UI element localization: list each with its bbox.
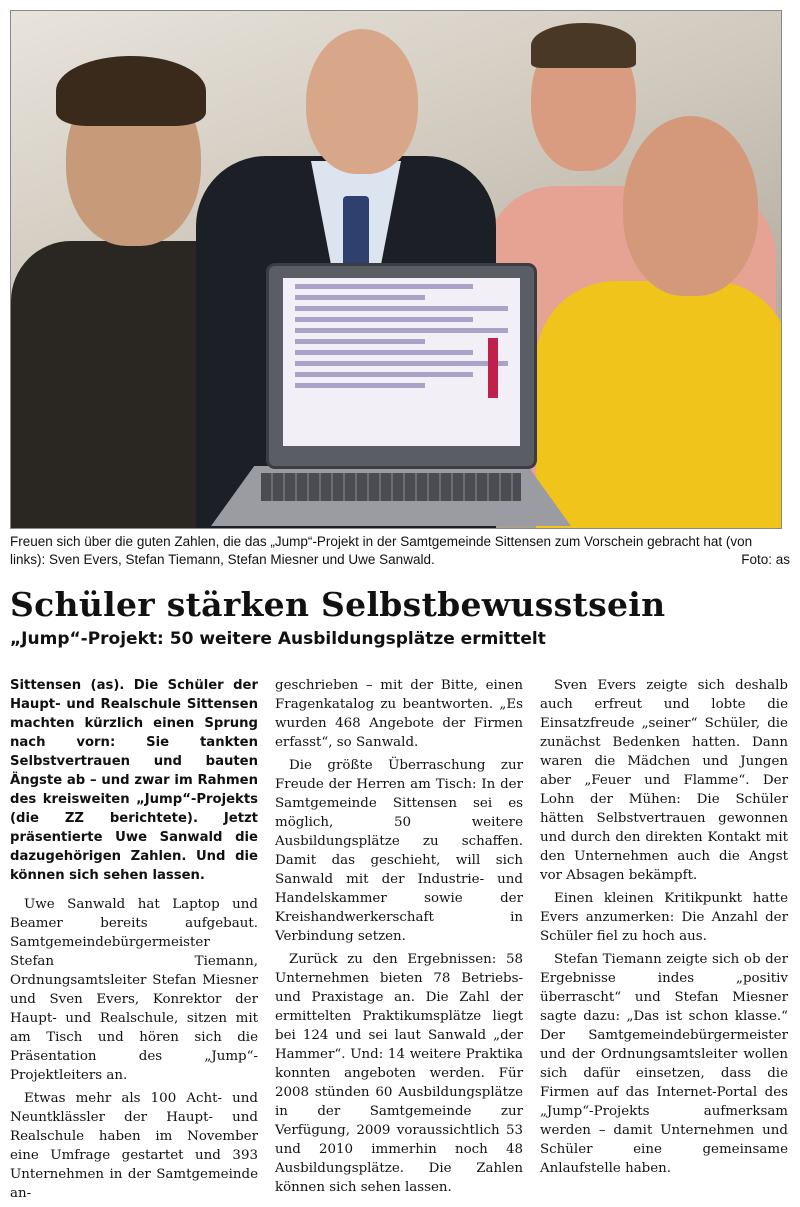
- article-paragraph: Sven Evers zeigte sich deshalb auch erfreut und lobte die Einsatzfreude „seiner“ Schüler, die zunächst Bedenken hatten. Dann waren die Mädchen und Jungen aber „Feuer und Flamme“. Der Lohn der Mühen: Die Schüler hätten Selbstvertrauen gewonnen und durch den direkten Kontakt mit den Unternehmen auch die Angst vor Absagen bekämpft.: [540, 678, 788, 883]
- article-paragraph: Die größte Überraschung zur Freude der Herren am Tisch: In der Samtgemeinde Sittensen sei es möglich, 50 weitere Ausbildungsplätze zu schaffen. Damit das geschieht, will sich Sanwald mit der Industrie- und Handelskammer sowie der Kreishandwerkerschaft in Verbindung setzen.: [275, 758, 523, 944]
- article-lead: Sittensen (as). Die Schüler der Haupt- und Realschule Sittensen machten kürzlich einen Sprung nach vorn: Sie tankten Selbstvertrauen und bauten Ängste ab – und zwar im Rahmen des kreisweiten „Jump“-Projekts (die ZZ berichtete). Jetzt präsentierte Uwe Sanwald die dazugehörigen Zahlen. Und die können sich sehen lassen.: [10, 678, 258, 883]
- person-uwe-sanwald-body: [536, 281, 782, 529]
- presentation-slide: [283, 278, 520, 446]
- news-photo: [10, 10, 782, 529]
- article-paragraph: Uwe Sanwald hat Laptop und Beamer bereits aufgebaut. Samtgemeindebürgermeister Stefan Tiemann, Ordnungsamtsleiter Stefan Miesner und Sven Evers, Konrektor der Haupt- und Realschule, sitzen mit am Tisch und hören sich die Präsentation des „Jump“-Projektleiters an.: [10, 897, 258, 1083]
- article-headline: Schüler stärken Selbstbewusstsein: [10, 585, 666, 624]
- article-column-2: [275, 676, 523, 1201]
- photo-caption: [10, 533, 790, 569]
- laptop-screen: [269, 266, 534, 466]
- person-sven-evers-hair: [56, 56, 206, 126]
- article-paragraph: geschrieben – mit der Bitte, einen Fragenkatalog zu beantworten. „Es wurden 468 Angebote der Firmen erfasst“, so Sanwald.: [275, 678, 523, 750]
- laptop-keyboard: [261, 473, 521, 501]
- article-paragraph: Zurück zu den Ergebnissen: 58 Unternehmen bieten 78 Betriebs- und Praxistage an. Die Zahl der ermittelten Praktikumsplätze liegt bei 124 und sei laut Sanwald „der Hammer“. Und: 14 weitere Praktika konnten angeboten werden. Für 2008 stünden 60 Ausbildungsplätze in der Samtgemeinde zur Verfügung, 2009 voraussichtlich 53 und 2010 immerhin noch 48 Ausbildungsplätze. Die Zahlen können sich sehen lassen.: [275, 952, 523, 1195]
- article-paragraph: Stefan Tiemann zeigte sich ob der Ergebnisse indes „positiv überrascht“ und Stefan Miesner sagte dazu: „Das ist schon klasse.“ Der Samtgemeindebürgermeister und der Ordnungsamtsleiter wollen sich dafür einsetzen, dass die Firmen auf das Internet-Portal des „Jump“-Projekts aufmerksam werden – damit Unternehmen und Schüler eine gemeinsame Anlaufstelle haben.: [540, 952, 788, 1176]
- photo-caption-text: Freuen sich über die guten Zahlen, die das „Jump“-Projekt in der Samtgemeinde Sittensen zum Vorschein gebracht hat (von links): Sven Evers, Stefan Tiemann, Stefan Miesner und Uwe Sanwald.: [10, 534, 753, 567]
- photo-credit: Foto: as: [741, 552, 790, 567]
- article-paragraph: Einen kleinen Kritikpunkt hatte Evers anzumerken: Die Anzahl der Schüler fiel zu hoch aus.: [540, 891, 788, 944]
- person-stefan-tiemann-head: [306, 29, 418, 174]
- article-column-1: [10, 676, 258, 1207]
- person-stefan-miesner-hair: [531, 23, 636, 68]
- article-subheadline: „Jump“-Projekt: 50 weitere Ausbildungsplätze ermittelt: [10, 629, 546, 649]
- article-paragraph: Etwas mehr als 100 Acht- und Neuntklässler der Haupt- und Realschule haben im November eine Umfrage gestartet und 393 Unternehmen in der Samtgemeinde an-: [10, 1091, 258, 1201]
- person-uwe-sanwald-head: [623, 116, 758, 296]
- article-column-3: [540, 676, 788, 1182]
